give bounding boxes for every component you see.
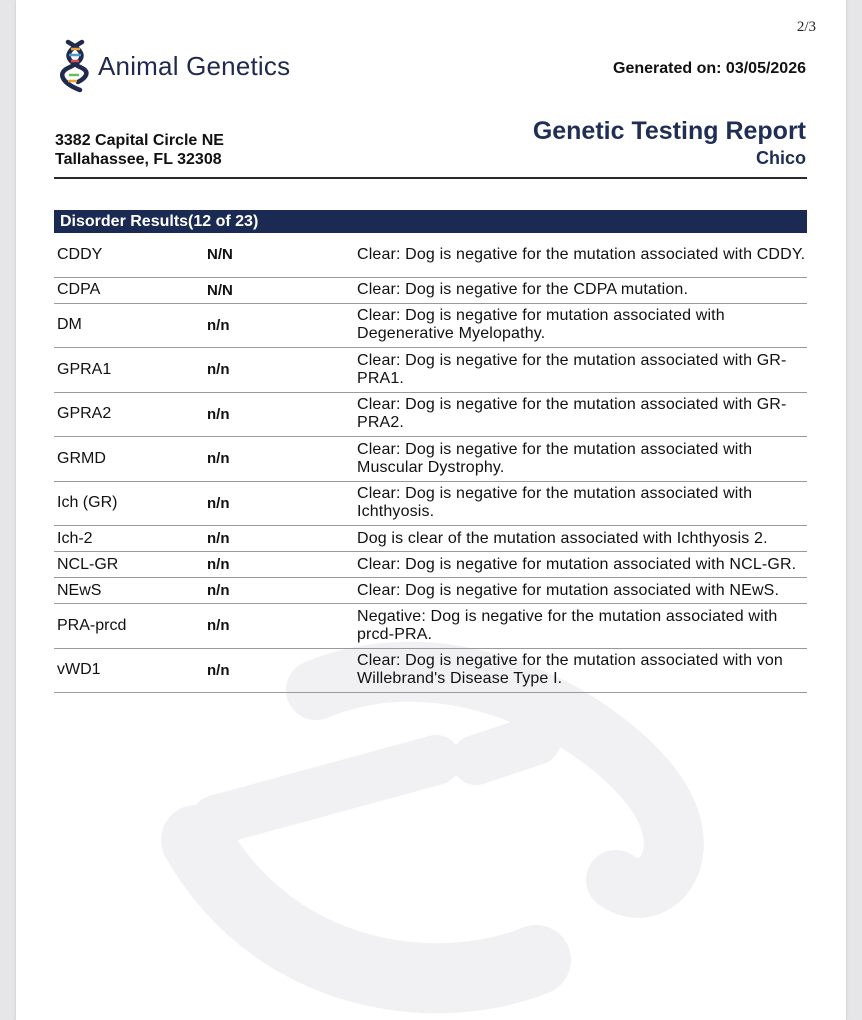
table-row [54, 552, 807, 578]
dog-name: Chico [755, 148, 806, 168]
result-description: Clear: Dog is negative for the mutation associated with GR-PRA2. [357, 396, 787, 432]
genotype: n/n [207, 661, 230, 679]
genotype: n/n [207, 530, 230, 547]
genotype: n/n [207, 316, 230, 334]
disorder-name: PRA-prcd [57, 616, 127, 634]
disorder-name: GPRA1 [57, 360, 112, 378]
result-description: Clear: Dog is negative for the mutation associated with Muscular Dystrophy. [357, 440, 753, 476]
brand-name: Animal Genetics [98, 50, 291, 81]
generated-date: Generated on: 03/05/2026 [613, 60, 806, 77]
report-title: Genetic Testing Report [532, 117, 806, 145]
disorder-results-table [54, 210, 807, 693]
table-row [54, 578, 807, 604]
genotype: n/n [207, 405, 230, 423]
table-row [54, 437, 807, 482]
result-description: Dog is clear of the mutation associated with Ichthyosis 2. [357, 529, 768, 547]
genotype: n/n [207, 582, 230, 599]
table-row [54, 304, 807, 349]
disorder-name: GRMD [57, 449, 106, 467]
report-page [16, 0, 846, 1020]
table-row [54, 233, 807, 278]
result-description: Clear: Dog is negative for mutation associated with NEwS. [357, 581, 780, 599]
disorder-name: NCL-GR [57, 555, 119, 573]
result-description: Clear: Dog is negative for mutation associated with Degenerative Myelopathy. [357, 307, 725, 343]
disorder-name: vWD1 [57, 661, 101, 679]
result-description: Clear: Dog is negative for the mutation associated with CDDY. [357, 245, 806, 263]
genotype: n/n [207, 617, 230, 635]
genotype: n/n [207, 556, 230, 573]
genotype: n/n [207, 450, 230, 468]
result-description: Clear: Dog is negative for the CDPA mutation. [357, 281, 689, 298]
dna-helix-icon [60, 38, 90, 94]
header-divider [54, 177, 807, 179]
table-row [54, 649, 807, 694]
disorder-name: DM [57, 316, 82, 334]
disorder-name: CDPA [57, 281, 101, 298]
result-description: Clear: Dog is negative for the mutation associated with von Willebrand's Disease Type I. [357, 652, 783, 688]
genotype: N/N [207, 246, 233, 264]
table-row [54, 526, 807, 552]
disorder-name: Ich (GR) [57, 494, 118, 512]
table-row [54, 393, 807, 438]
result-description: Negative: Dog is negative for the mutation associated with prcd-PRA. [357, 607, 778, 643]
result-description: Clear: Dog is negative for the mutation associated with GR-PRA1. [357, 351, 787, 387]
genotype: N/N [207, 281, 233, 299]
table-row [54, 278, 807, 304]
result-description: Clear: Dog is negative for the mutation associated with Ichthyosis. [357, 485, 753, 521]
brand-logo [60, 38, 290, 94]
table-row [54, 604, 807, 649]
table-row [54, 348, 807, 393]
genotype: n/n [207, 494, 230, 512]
address-line-1: 3382 Capital Circle NE [55, 132, 224, 149]
result-description: Clear: Dog is negative for mutation associated with NCL-GR. [357, 555, 797, 573]
lab-address [55, 131, 224, 169]
genotype: n/n [207, 361, 230, 379]
page-number: 2/3 [796, 19, 816, 35]
address-line-2: Tallahassee, FL 32308 [55, 151, 222, 168]
disorder-name: NEwS [57, 581, 102, 599]
disorder-name: GPRA2 [57, 405, 112, 423]
disorder-name: Ich-2 [57, 529, 93, 547]
table-row [54, 482, 807, 527]
results-header: Disorder Results(12 of 23) [54, 210, 807, 233]
disorder-name: CDDY [57, 245, 103, 263]
